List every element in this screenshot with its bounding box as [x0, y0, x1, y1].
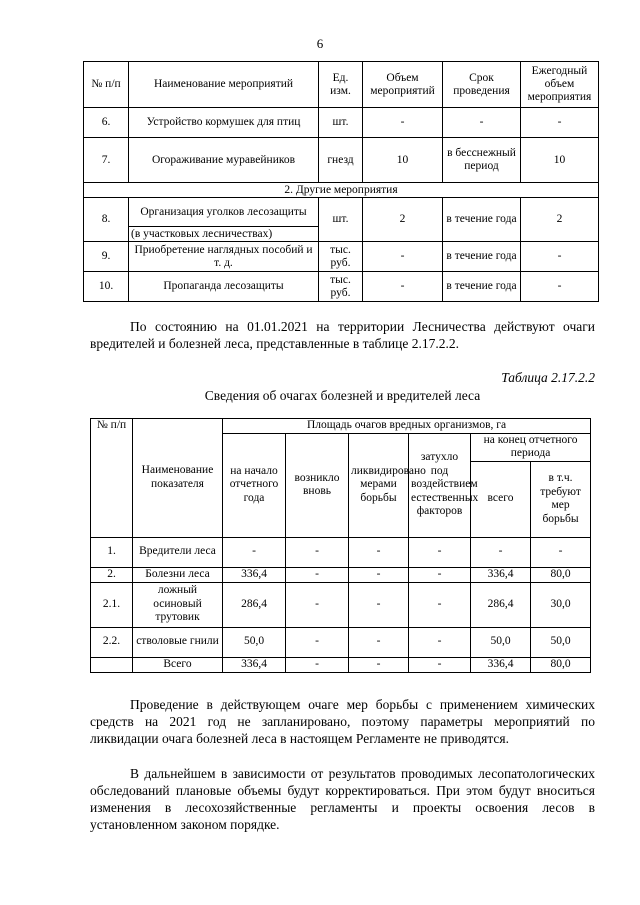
header-cell: Наименование показателя	[133, 419, 223, 538]
unit: гнезд	[319, 138, 363, 183]
header-cell: Ежегодный объем мероприятия	[521, 62, 599, 108]
value-end-need: 30,0	[531, 582, 591, 627]
header-cell: на начало отчетного года	[223, 433, 286, 537]
total-row	[91, 657, 591, 672]
row-number: 7.	[84, 138, 129, 183]
indicator-name: ложный осиновый трутовик	[133, 582, 223, 627]
value-liquidated: -	[349, 657, 409, 672]
table-row	[84, 108, 599, 138]
table-title: Сведения об очагах болезней и вредителей леса	[204, 388, 481, 403]
row-number: 8.	[84, 198, 129, 242]
row-number: 2.1.	[91, 582, 133, 627]
paragraph-measures: Проведение в действующем очаге мер борьбы с применением химических средств на 2021 год не запланировано, поэтому параметры мероприятий по ликвидации очага болезней леса в настоящем Регламенте не приводятся.	[90, 697, 595, 746]
value-end-need: 80,0	[531, 657, 591, 672]
activity-name: Устройство кормушек для птиц	[129, 108, 319, 138]
value-end-need: 50,0	[531, 627, 591, 657]
volume: 2	[363, 198, 443, 242]
activities-table	[83, 61, 599, 302]
activity-name-note: (в участковых лесничествах)	[129, 227, 319, 242]
annual-volume: -	[521, 272, 599, 302]
value-new: -	[286, 567, 349, 582]
value-natural: -	[409, 627, 471, 657]
row-number: 9.	[84, 242, 129, 272]
value-liquidated: -	[349, 582, 409, 627]
activity-name: Огораживание муравейников	[129, 138, 319, 183]
activity-name: Пропаганда лесозащиты	[129, 272, 319, 302]
header-cell: возникло вновь	[286, 433, 349, 537]
table-row	[91, 582, 591, 627]
intro-paragraph: По состоянию на 01.01.2021 на территории Лесничества действуют очаги вредителей и болезней леса, представленные в таблице 2.17.2.2.	[90, 319, 595, 351]
indicator-name: Всего	[133, 657, 223, 672]
activity-name: Организация уголков лесозащиты	[129, 198, 319, 227]
value-end-total: 286,4	[471, 582, 531, 627]
page-number: 6	[316, 36, 324, 51]
header-cell: № п/п	[84, 62, 129, 108]
value-start: 286,4	[223, 582, 286, 627]
value-end-total: 336,4	[471, 567, 531, 582]
header-cell: Срок проведения	[443, 62, 521, 108]
volume: 10	[363, 138, 443, 183]
table-row	[84, 272, 599, 302]
unit: шт.	[319, 108, 363, 138]
header-cell: Ед. изм.	[319, 62, 363, 108]
table-header-row	[84, 62, 599, 108]
term: в течение года	[443, 242, 521, 272]
section-row	[84, 183, 599, 198]
activity-name: Приобретение наглядных пособий и т. д.	[129, 242, 319, 272]
row-number	[91, 657, 133, 672]
value-start: 50,0	[223, 627, 286, 657]
value-natural: -	[409, 657, 471, 672]
header-cell: ликвидировано мерами борьбы	[349, 433, 409, 537]
value-natural: -	[409, 582, 471, 627]
header-cell: Наименование мероприятий	[129, 62, 319, 108]
value-liquidated: -	[349, 537, 409, 567]
value-liquidated: -	[349, 627, 409, 657]
value-start: -	[223, 537, 286, 567]
paragraph-further: В дальнейшем в зависимости от результатов проводимых лесопатологических обследований плановые объемы будут корректироваться. При этом будут вноситься изменения в лесохозяйственные регламенты и проекты освоения лесов в установленном законом порядке.	[90, 766, 595, 832]
row-number: 1.	[91, 537, 133, 567]
indicator-name: Вредители леса	[133, 537, 223, 567]
value-start: 336,4	[223, 567, 286, 582]
indicator-name: стволовые гнили	[133, 627, 223, 657]
term: в течение года	[443, 272, 521, 302]
unit: шт.	[319, 198, 363, 242]
indicator-name: Болезни леса	[133, 567, 223, 582]
table-row	[91, 627, 591, 657]
volume: -	[363, 242, 443, 272]
value-end-total: 50,0	[471, 627, 531, 657]
row-number: 10.	[84, 272, 129, 302]
table-row	[84, 198, 599, 227]
value-natural: -	[409, 537, 471, 567]
value-end-total: 336,4	[471, 657, 531, 672]
annual-volume: -	[521, 108, 599, 138]
header-cell: всего	[471, 461, 531, 537]
value-end-need: 80,0	[531, 567, 591, 582]
table-header-row	[91, 419, 591, 434]
header-group: на конец отчетного периода	[471, 433, 591, 461]
value-natural: -	[409, 567, 471, 582]
table-row	[91, 537, 591, 567]
pest-foci-table	[90, 418, 591, 673]
value-liquidated: -	[349, 567, 409, 582]
annual-volume: 10	[521, 138, 599, 183]
unit: тыс. руб.	[319, 272, 363, 302]
value-new: -	[286, 627, 349, 657]
term: в течение года	[443, 198, 521, 242]
header-cell: затухло под воздействием естественных факторов	[409, 433, 471, 537]
header-cell: в т.ч. требуют мер борьбы	[531, 461, 591, 537]
value-start: 336,4	[223, 657, 286, 672]
annual-volume: 2	[521, 198, 599, 242]
row-number: 6.	[84, 108, 129, 138]
header-group: Площадь очагов вредных организмов, га	[223, 419, 591, 434]
row-number: 2.	[91, 567, 133, 582]
volume: -	[363, 108, 443, 138]
table-row	[84, 242, 599, 272]
value-new: -	[286, 582, 349, 627]
unit: тыс. руб.	[319, 242, 363, 272]
value-end-need: -	[531, 537, 591, 567]
value-end-total: -	[471, 537, 531, 567]
value-new: -	[286, 537, 349, 567]
volume: -	[363, 272, 443, 302]
annual-volume: -	[521, 242, 599, 272]
term: в бесснежный период	[443, 138, 521, 183]
header-cell: Объем мероприятий	[363, 62, 443, 108]
table-caption: Таблица 2.17.2.2	[501, 370, 595, 385]
term: -	[443, 108, 521, 138]
value-new: -	[286, 657, 349, 672]
table-row	[84, 138, 599, 183]
row-number: 2.2.	[91, 627, 133, 657]
header-cell: № п/п	[91, 419, 133, 538]
table-row	[91, 567, 591, 582]
section-title: 2. Другие мероприятия	[84, 183, 599, 198]
